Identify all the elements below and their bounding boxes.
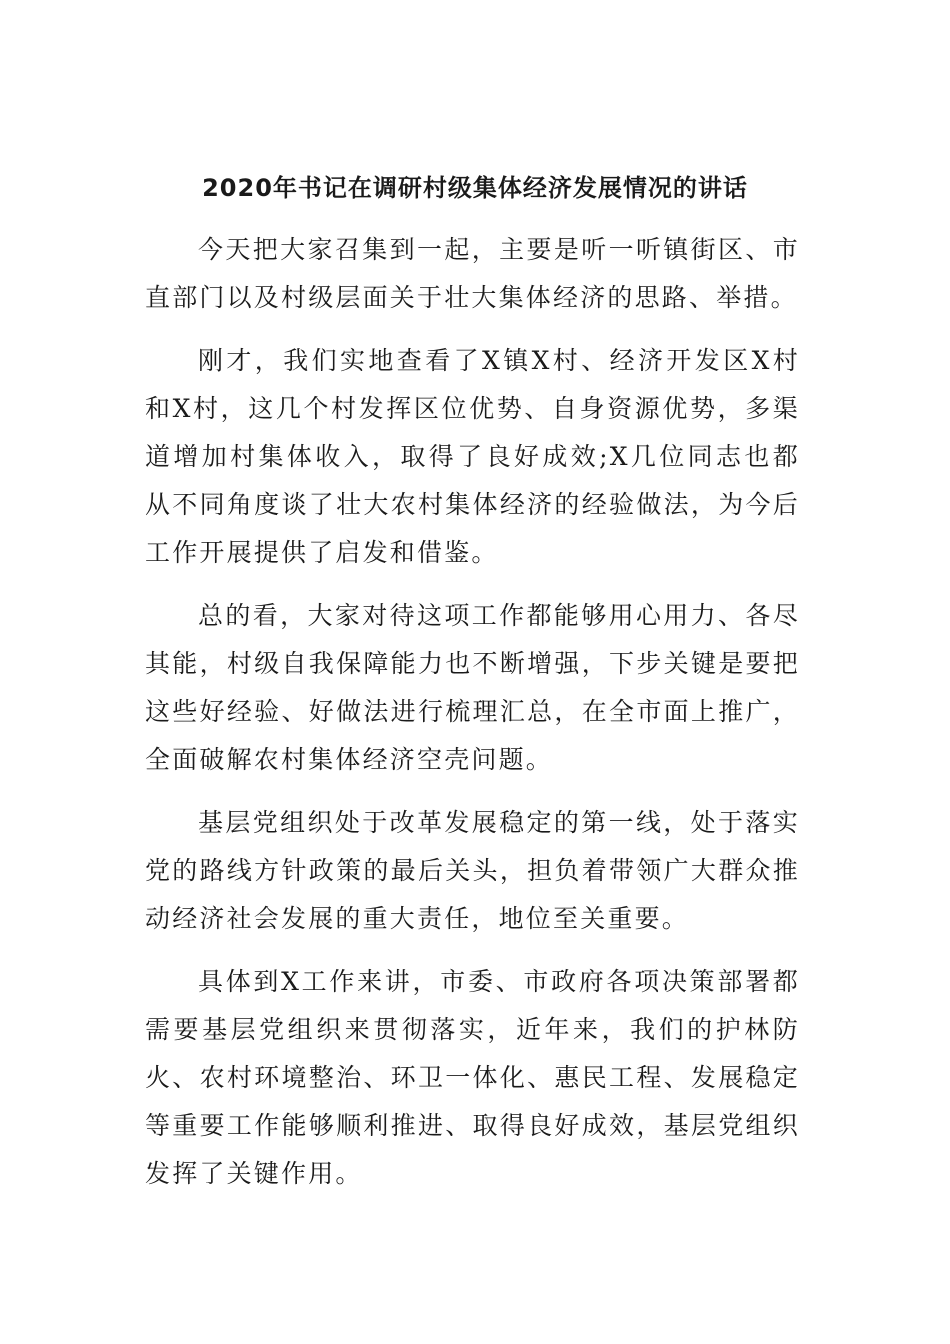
paragraph-3: 总的看，大家对待这项工作都能够用心用力、各尽其能，村级自我保障能力也不断增强，下步关键是要把这些好经验、好做法进行梳理汇总，在全市面上推广，全面破解农村集体经济空壳问题。 — [145, 601, 800, 774]
paragraph-4: 基层党组织处于改革发展稳定的第一线，处于落实党的路线方针政策的最后关头，担负着带领广大群众推动经济社会发展的重大责任，地位至关重要。 — [145, 808, 800, 933]
paragraph-2: 刚才，我们实地查看了X镇X村、经济开发区X村和X村，这几个村发挥区位优势、自身资源优势，多渠道增加村集体收入，取得了良好成效;X几位同志也都从不同角度谈了壮大农村集体经济的经验做法，为今后工作开展提供了启发和借鉴。 — [145, 346, 800, 567]
document-body — [145, 226, 800, 1213]
document-title: 2020年书记在调研村级集体经济发展情况的讲话 — [202, 174, 748, 202]
paragraph-1: 今天把大家召集到一起，主要是听一听镇街区、市直部门以及村级层面关于壮大集体经济的思路、举措。 — [145, 235, 800, 312]
paragraph-5: 具体到X工作来讲，市委、市政府各项决策部署都需要基层党组织来贯彻落实，近年来，我们的护林防火、农村环境整治、环卫一体化、惠民工程、发展稳定等重要工作能够顺利推进、取得良好成效，基层党组织发挥了关键作用。 — [145, 967, 800, 1188]
